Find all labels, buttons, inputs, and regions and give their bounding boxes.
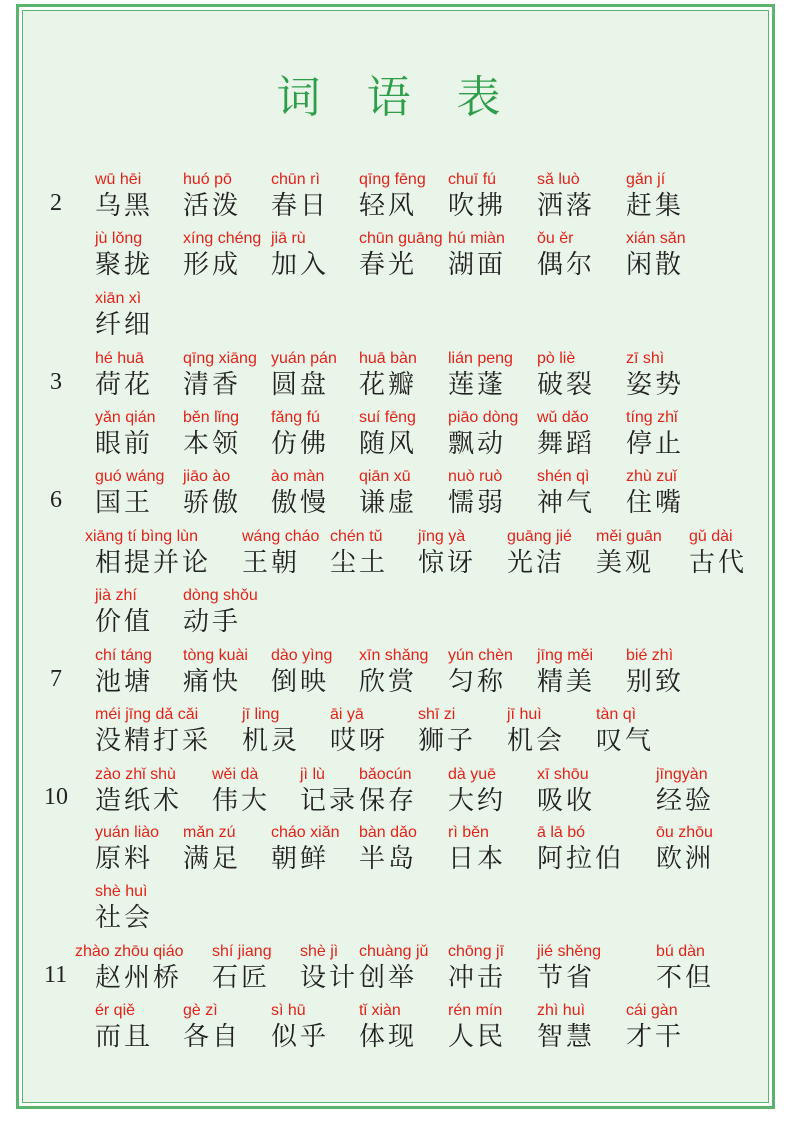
pinyin: jīng yà [418, 528, 466, 545]
vocab-word [95, 586, 153, 638]
hanzi: 乌黑 [95, 191, 154, 221]
hanzi: 朝鲜 [271, 844, 330, 874]
hanzi: 美观 [596, 548, 655, 578]
pinyin: piāo dòng [448, 409, 519, 426]
vocab-word [242, 705, 300, 757]
word-row [0, 646, 793, 702]
vocab-word [95, 882, 153, 934]
pinyin: wěi dà [212, 766, 259, 783]
vocab-word [95, 229, 153, 281]
vocab-word [656, 765, 714, 817]
vocab-word [359, 229, 443, 281]
hanzi: 创举 [359, 963, 418, 993]
word-row [0, 467, 793, 523]
pinyin: chuàng jǔ [359, 943, 429, 960]
vocab-word [537, 1001, 595, 1053]
hanzi: 似乎 [271, 1022, 330, 1052]
pinyin: xián sǎn [626, 230, 686, 247]
hanzi: 满足 [183, 844, 242, 874]
vocab-word [689, 527, 747, 579]
pinyin: shī zi [418, 706, 456, 723]
vocab-word [596, 705, 654, 757]
vocab-word [95, 289, 153, 341]
vocab-word [418, 705, 476, 757]
vocab-word [448, 1001, 506, 1053]
hanzi: 国王 [95, 488, 154, 518]
vocab-word [271, 823, 340, 875]
vocab-word [95, 1001, 153, 1053]
hanzi: 赵州桥 [95, 963, 183, 993]
hanzi: 偶尔 [537, 250, 596, 280]
hanzi: 停止 [626, 429, 685, 459]
hanzi: 欣赏 [359, 667, 418, 697]
hanzi: 痛快 [183, 667, 242, 697]
hanzi: 尘土 [330, 548, 389, 578]
hanzi: 体现 [359, 1022, 418, 1052]
hanzi: 经验 [656, 786, 715, 816]
vocab-word [359, 942, 428, 994]
hanzi: 活泼 [183, 191, 242, 221]
hanzi: 机会 [507, 726, 566, 756]
pinyin: jī ling [242, 706, 280, 723]
vocab-word [448, 823, 506, 875]
hanzi: 石匠 [212, 963, 271, 993]
vocab-word [271, 408, 329, 460]
hanzi: 相提并论 [95, 548, 212, 578]
vocab-word [95, 765, 182, 817]
pinyin: ōu zhōu [656, 824, 713, 841]
pinyin: fǎng fú [271, 409, 320, 426]
hanzi: 原料 [95, 844, 154, 874]
pinyin: bú dàn [656, 943, 705, 960]
vocab-word [507, 527, 572, 579]
vocab-word [359, 1001, 417, 1053]
word-row [0, 229, 793, 285]
hanzi: 莲蓬 [448, 370, 507, 400]
hanzi: 没精打采 [95, 726, 212, 756]
vocab-word [537, 408, 595, 460]
pinyin: jù lǒng [95, 230, 143, 247]
pinyin: qīng fēng [359, 171, 426, 188]
hanzi: 住嘴 [626, 488, 685, 518]
pinyin: shè huì [95, 883, 148, 900]
hanzi: 赶集 [626, 191, 685, 221]
vocab-word [656, 823, 714, 875]
vocab-word [537, 765, 595, 817]
hanzi: 叹气 [596, 726, 655, 756]
page-title: 词 语 表 [276, 72, 517, 123]
pinyin: dà yuē [448, 766, 497, 783]
vocab-word [359, 823, 417, 875]
vocab-word [626, 229, 686, 281]
pinyin: lián peng [448, 350, 513, 367]
hanzi: 造纸术 [95, 786, 183, 816]
hanzi: 记录 [300, 786, 359, 816]
pinyin: mǎn zú [183, 824, 236, 841]
vocab-word [537, 467, 595, 519]
pinyin: nuò ruò [448, 468, 503, 485]
word-row [0, 170, 793, 226]
pinyin: dòng shǒu [183, 587, 258, 604]
pinyin: chōng jī [448, 943, 505, 960]
vocab-word [626, 170, 684, 222]
hanzi: 骄傲 [183, 488, 242, 518]
pinyin: chūn rì [271, 171, 320, 188]
pinyin: zào zhǐ shù [95, 766, 176, 783]
word-row [0, 942, 793, 998]
pinyin: chén tǔ [330, 528, 383, 545]
pinyin: wáng cháo [242, 528, 320, 545]
vocab-word [183, 229, 261, 281]
lesson-number: 10 [44, 784, 68, 810]
vocab-word [537, 170, 595, 222]
pinyin: tòng kuài [183, 647, 248, 664]
vocab-word [596, 527, 662, 579]
word-row [0, 586, 793, 642]
vocab-word [448, 765, 506, 817]
hanzi: 倒映 [271, 667, 330, 697]
vocab-word [448, 229, 506, 281]
pinyin: tǐ xiàn [359, 1002, 401, 1019]
hanzi: 阿拉伯 [537, 844, 625, 874]
hanzi: 轻风 [359, 191, 418, 221]
hanzi: 智慧 [537, 1022, 596, 1052]
vocab-word [183, 467, 241, 519]
lesson-number: 6 [50, 487, 62, 513]
hanzi: 加入 [271, 250, 330, 280]
hanzi: 清香 [183, 370, 242, 400]
hanzi: 伟大 [212, 786, 271, 816]
word-row [0, 527, 793, 583]
vocab-word [537, 942, 601, 994]
hanzi: 本领 [183, 429, 242, 459]
word-row [0, 705, 793, 761]
pinyin: shí jiang [212, 943, 272, 960]
vocab-word [537, 823, 624, 875]
pinyin: hú miàn [448, 230, 505, 247]
vocab-word [359, 646, 428, 698]
hanzi: 吹拂 [448, 191, 507, 221]
hanzi: 别致 [626, 667, 685, 697]
pinyin: bǎocún [359, 766, 412, 783]
hanzi: 设计 [300, 963, 359, 993]
hanzi: 匀称 [448, 667, 507, 697]
hanzi: 闲散 [626, 250, 685, 280]
vocab-word [537, 229, 595, 281]
pinyin: yún chèn [448, 647, 513, 664]
vocab-word [359, 349, 417, 401]
vocab-word [448, 170, 506, 222]
hanzi: 古代 [689, 548, 748, 578]
hanzi: 精美 [537, 667, 596, 697]
hanzi: 形成 [183, 250, 242, 280]
pinyin: gǎn jí [626, 171, 666, 188]
hanzi: 眼前 [95, 429, 154, 459]
vocab-word [448, 942, 506, 994]
pinyin: cái gàn [626, 1002, 678, 1019]
vocab-word [95, 170, 153, 222]
vocab-word [359, 467, 417, 519]
pinyin: rì běn [448, 824, 489, 841]
vocab-word [626, 1001, 684, 1053]
hanzi: 欧洲 [656, 844, 715, 874]
hanzi: 破裂 [537, 370, 596, 400]
vocab-word [271, 170, 329, 222]
hanzi: 王朝 [242, 548, 301, 578]
hanzi: 春光 [359, 250, 418, 280]
hanzi: 随风 [359, 429, 418, 459]
pinyin: huā bàn [359, 350, 417, 367]
pinyin: āi yā [330, 706, 364, 723]
word-row [0, 1001, 793, 1057]
pinyin: zhì huì [537, 1002, 586, 1019]
vocab-word [300, 765, 358, 817]
word-row [0, 408, 793, 464]
vocab-word [183, 646, 248, 698]
pinyin: běn lǐng [183, 409, 240, 426]
pinyin: yǎn qián [95, 409, 156, 426]
pinyin: ā lā bó [537, 824, 586, 841]
vocab-word [271, 646, 332, 698]
pinyin: jīng měi [537, 647, 594, 664]
pinyin: shén qì [537, 468, 590, 485]
pinyin: zī shì [626, 350, 665, 367]
vocab-word [330, 705, 388, 757]
vocab-word [626, 467, 684, 519]
hanzi: 谦虚 [359, 488, 418, 518]
hanzi: 价值 [95, 607, 154, 637]
vocab-word [626, 349, 684, 401]
pinyin: ào màn [271, 468, 325, 485]
vocab-word [359, 765, 417, 817]
vocab-word [507, 705, 565, 757]
word-row [0, 823, 793, 879]
vocab-word [212, 942, 272, 994]
vocab-word [183, 1001, 241, 1053]
vocab-word [448, 646, 513, 698]
hanzi: 圆盘 [271, 370, 330, 400]
word-row [0, 765, 793, 821]
pinyin: qīng xiāng [183, 350, 257, 367]
hanzi: 半岛 [359, 844, 418, 874]
pinyin: xíng chéng [183, 230, 262, 247]
hanzi: 冲击 [448, 963, 507, 993]
vocab-word [448, 408, 518, 460]
hanzi: 才干 [626, 1022, 685, 1052]
pinyin: jì lù [300, 766, 325, 783]
pinyin: jīngyàn [656, 766, 708, 783]
vocab-word [359, 408, 417, 460]
hanzi: 节省 [537, 963, 596, 993]
hanzi: 人民 [448, 1022, 507, 1052]
pinyin: tíng zhǐ [626, 409, 678, 426]
hanzi: 春日 [271, 191, 330, 221]
hanzi: 洒落 [537, 191, 596, 221]
vocab-word [75, 942, 184, 994]
vocab-word [183, 170, 241, 222]
pinyin: xiān xì [95, 290, 142, 307]
hanzi: 惊讶 [418, 548, 477, 578]
lesson-number: 2 [50, 190, 62, 216]
pinyin: bàn dǎo [359, 824, 417, 841]
hanzi: 机灵 [242, 726, 301, 756]
hanzi: 社会 [95, 903, 154, 933]
vocab-word [271, 467, 329, 519]
hanzi: 湖面 [448, 250, 507, 280]
hanzi: 荷花 [95, 370, 154, 400]
vocab-word [359, 170, 426, 222]
hanzi: 大约 [448, 786, 507, 816]
pinyin: guāng jié [507, 528, 572, 545]
pinyin: yuán pán [271, 350, 337, 367]
vocab-word [271, 229, 329, 281]
pinyin: jiā rù [271, 230, 306, 247]
vocab-word [95, 408, 156, 460]
vocab-word [95, 705, 211, 757]
pinyin: zhào zhōu qiáo [75, 943, 184, 960]
hanzi: 飘动 [448, 429, 507, 459]
lesson-number: 3 [50, 369, 62, 395]
pinyin: xiāng tí bìng lùn [85, 528, 198, 545]
hanzi: 池塘 [95, 667, 154, 697]
pinyin: dào yìng [271, 647, 333, 664]
pinyin: wū hēi [95, 171, 142, 188]
pinyin: jī huì [507, 706, 542, 723]
hanzi: 光洁 [507, 548, 566, 578]
pinyin: shè jì [300, 943, 339, 960]
vocab-word [271, 349, 337, 401]
hanzi: 纤细 [95, 310, 154, 340]
pinyin: gǔ dài [689, 528, 733, 545]
word-row [0, 882, 793, 938]
vocab-word [85, 527, 212, 579]
vocab-word [418, 527, 476, 579]
vocab-word [183, 823, 241, 875]
hanzi: 神气 [537, 488, 596, 518]
hanzi: 傲慢 [271, 488, 330, 518]
vocab-word [183, 349, 257, 401]
hanzi: 仿佛 [271, 429, 330, 459]
hanzi: 不但 [656, 963, 715, 993]
pinyin: suí fēng [359, 409, 416, 426]
hanzi: 保存 [359, 786, 418, 816]
vocab-word [626, 646, 684, 698]
vocab-word [95, 823, 159, 875]
vocab-word [183, 586, 258, 638]
hanzi: 聚拢 [95, 250, 154, 280]
hanzi: 而且 [95, 1022, 154, 1052]
pinyin: cháo xiǎn [271, 824, 340, 841]
pinyin: hé huā [95, 350, 144, 367]
hanzi: 花瓣 [359, 370, 418, 400]
pinyin: ǒu ěr [537, 230, 574, 247]
vocab-word [183, 408, 241, 460]
pinyin: zhù zuǐ [626, 468, 677, 485]
pinyin: pò liè [537, 350, 576, 367]
pinyin: ér qiě [95, 1002, 136, 1019]
pinyin: chí táng [95, 647, 152, 664]
vocab-word [626, 408, 684, 460]
hanzi: 舞蹈 [537, 429, 596, 459]
hanzi: 日本 [448, 844, 507, 874]
vocab-word [271, 1001, 329, 1053]
lesson-number: 11 [44, 962, 68, 988]
pinyin: sì hū [271, 1002, 306, 1019]
vocab-word [300, 942, 358, 994]
pinyin: jià zhí [95, 587, 137, 604]
pinyin: měi guān [596, 528, 662, 545]
lesson-number: 7 [50, 666, 62, 692]
vocab-word [242, 527, 319, 579]
vocab-word [330, 527, 388, 579]
hanzi: 各自 [183, 1022, 242, 1052]
hanzi: 懦弱 [448, 488, 507, 518]
pinyin: guó wáng [95, 468, 165, 485]
vocab-word [448, 467, 506, 519]
pinyin: chuī fú [448, 171, 497, 188]
pinyin: chūn guāng [359, 230, 443, 247]
pinyin: sǎ luò [537, 171, 580, 188]
vocab-word [537, 646, 595, 698]
vocab-word [95, 467, 164, 519]
word-row [0, 289, 793, 345]
hanzi: 吸收 [537, 786, 596, 816]
pinyin: huó pō [183, 171, 232, 188]
pinyin: rén mín [448, 1002, 503, 1019]
pinyin: bié zhì [626, 647, 674, 664]
hanzi: 姿势 [626, 370, 685, 400]
vocab-word [95, 349, 153, 401]
pinyin: jié shěng [537, 943, 602, 960]
vocab-word [656, 942, 714, 994]
word-row [0, 349, 793, 405]
pinyin: tàn qì [596, 706, 637, 723]
pinyin: xīn shǎng [359, 647, 429, 664]
hanzi: 动手 [183, 607, 242, 637]
pinyin: xī shōu [537, 766, 589, 783]
vocab-word [95, 646, 153, 698]
pinyin: qiān xū [359, 468, 411, 485]
hanzi: 哎呀 [330, 726, 389, 756]
vocab-word [448, 349, 513, 401]
vocab-word [537, 349, 595, 401]
pinyin: yuán liào [95, 824, 160, 841]
pinyin: méi jīng dǎ cǎi [95, 706, 199, 723]
pinyin: jiāo ào [183, 468, 231, 485]
pinyin: gè zì [183, 1002, 218, 1019]
pinyin: wǔ dǎo [537, 409, 589, 426]
vocab-word [212, 765, 270, 817]
hanzi: 狮子 [418, 726, 477, 756]
